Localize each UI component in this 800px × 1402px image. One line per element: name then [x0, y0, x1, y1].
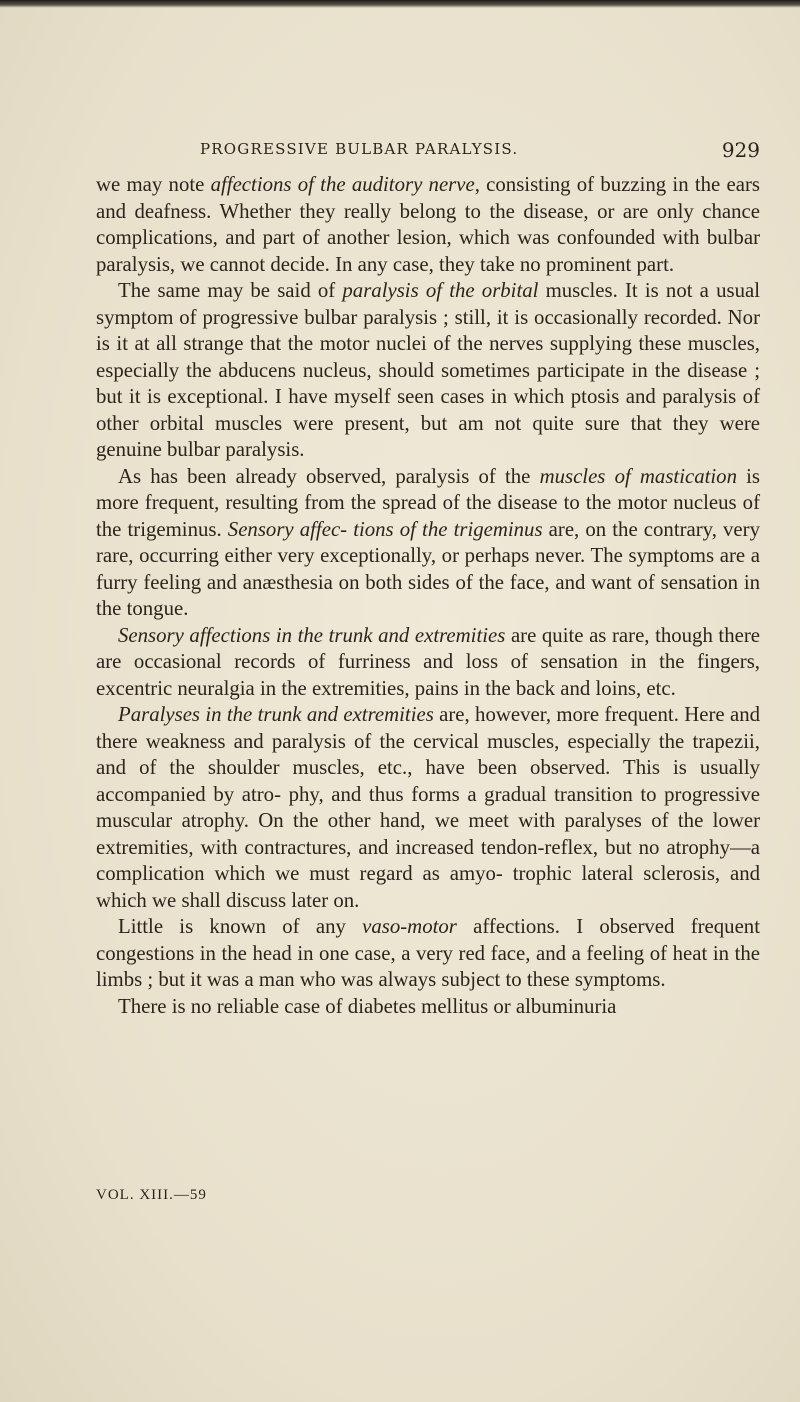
- paragraph-mastication: As has been already observed, paralysis of the muscles of mastication is more frequent, resulting from the spread of the disease to the motor nucleus of the trigeminus. Sensory affec- tions of the trigeminus are, on the contrary, very rare, occurring either very exceptionally, or perhaps never. The symptoms are a furry feeling and anæsthesia on both sides of the face, and want of sensation in the tongue.: [96, 464, 761, 620]
- paragraph-paralyses: Paralyses in the trunk and extremities are, however, more frequent. Here and there weakness and paralysis of the cervical muscles, especially the trapezii, and of the shoulder muscles, etc., have been observed. This is usually accompanied by atro- phy, and thus forms a gradual transition to progressive muscular atrophy. On the other hand, we meet with paralyses of the lower extremities, with contractures, and increased tendon-reflex, but no atrophy—a complication which we must regard as amyo- trophic lateral sclerosis, and which we shall discuss later on.: [96, 703, 760, 912]
- emphasis-mastication: muscles of mastication: [539, 464, 737, 488]
- paragraph-auditory: we may note affections of the auditory nerve, consisting of buzzing in the ears and deafness. Whether they really belong to the disease, or are only chance complications, and part of another lesion, which was confounded with bulbar paralysis, we cannot decide. In any case, they take no prominent part.: [96, 173, 760, 276]
- running-head: PROGRESSIVE BULBAR PARALYSIS.: [200, 140, 519, 158]
- emphasis-paralyses: Paralyses in the trunk and extremities: [118, 703, 434, 726]
- paragraph-diabetes: There is no reliable case of diabetes mellitus or albuminuria: [118, 994, 617, 1018]
- page-number: 929: [721, 138, 760, 162]
- paragraph-orbital: The same may be said of paralysis of the orbital muscles. It is not a usual symptom of progressive bulbar paralysis ; still, it is occasionally recorded. Nor is it at all strange that the motor nuclei of the nerves supplying these muscles, especially the abducens nucleus, should sometimes participate in the disease ; but it is exceptional. I have myself seen cases in which ptosis and paralysis of other orbital muscles were present, but am not quite sure that they were genuine bulbar paralysis.: [96, 279, 760, 461]
- body-text: [96, 172, 760, 1020]
- page-header: [200, 140, 760, 166]
- emphasis-vaso-motor: vaso-motor: [362, 915, 457, 938]
- emphasis-sensory: Sensory affections in the trunk and extremities: [118, 623, 506, 647]
- emphasis-auditory-nerve: affections of the auditory nerve: [210, 173, 475, 196]
- signature-mark: VOL. XIII.—59: [96, 1187, 207, 1203]
- paragraph-sensory: Sensory affections in the trunk and extremities are quite as rare, though there are occasional records of furriness and loss of sensation in the fingers, excentric neuralgia in the extremities, pains in the back and loins, etc.: [96, 623, 760, 700]
- emphasis-trigeminus: Sensory affec- tions of the trigeminus: [227, 517, 543, 541]
- emphasis-orbital: paralysis of the orbital: [342, 279, 539, 302]
- page-top-edge: [0, 0, 800, 8]
- paragraph-vaso-motor: Little is known of any vaso-motor affections. I observed frequent congestions in the head in one case, a very red face, and a feeling of heat in the limbs ; but it was a man who was always subject to these symptoms.: [96, 915, 760, 991]
